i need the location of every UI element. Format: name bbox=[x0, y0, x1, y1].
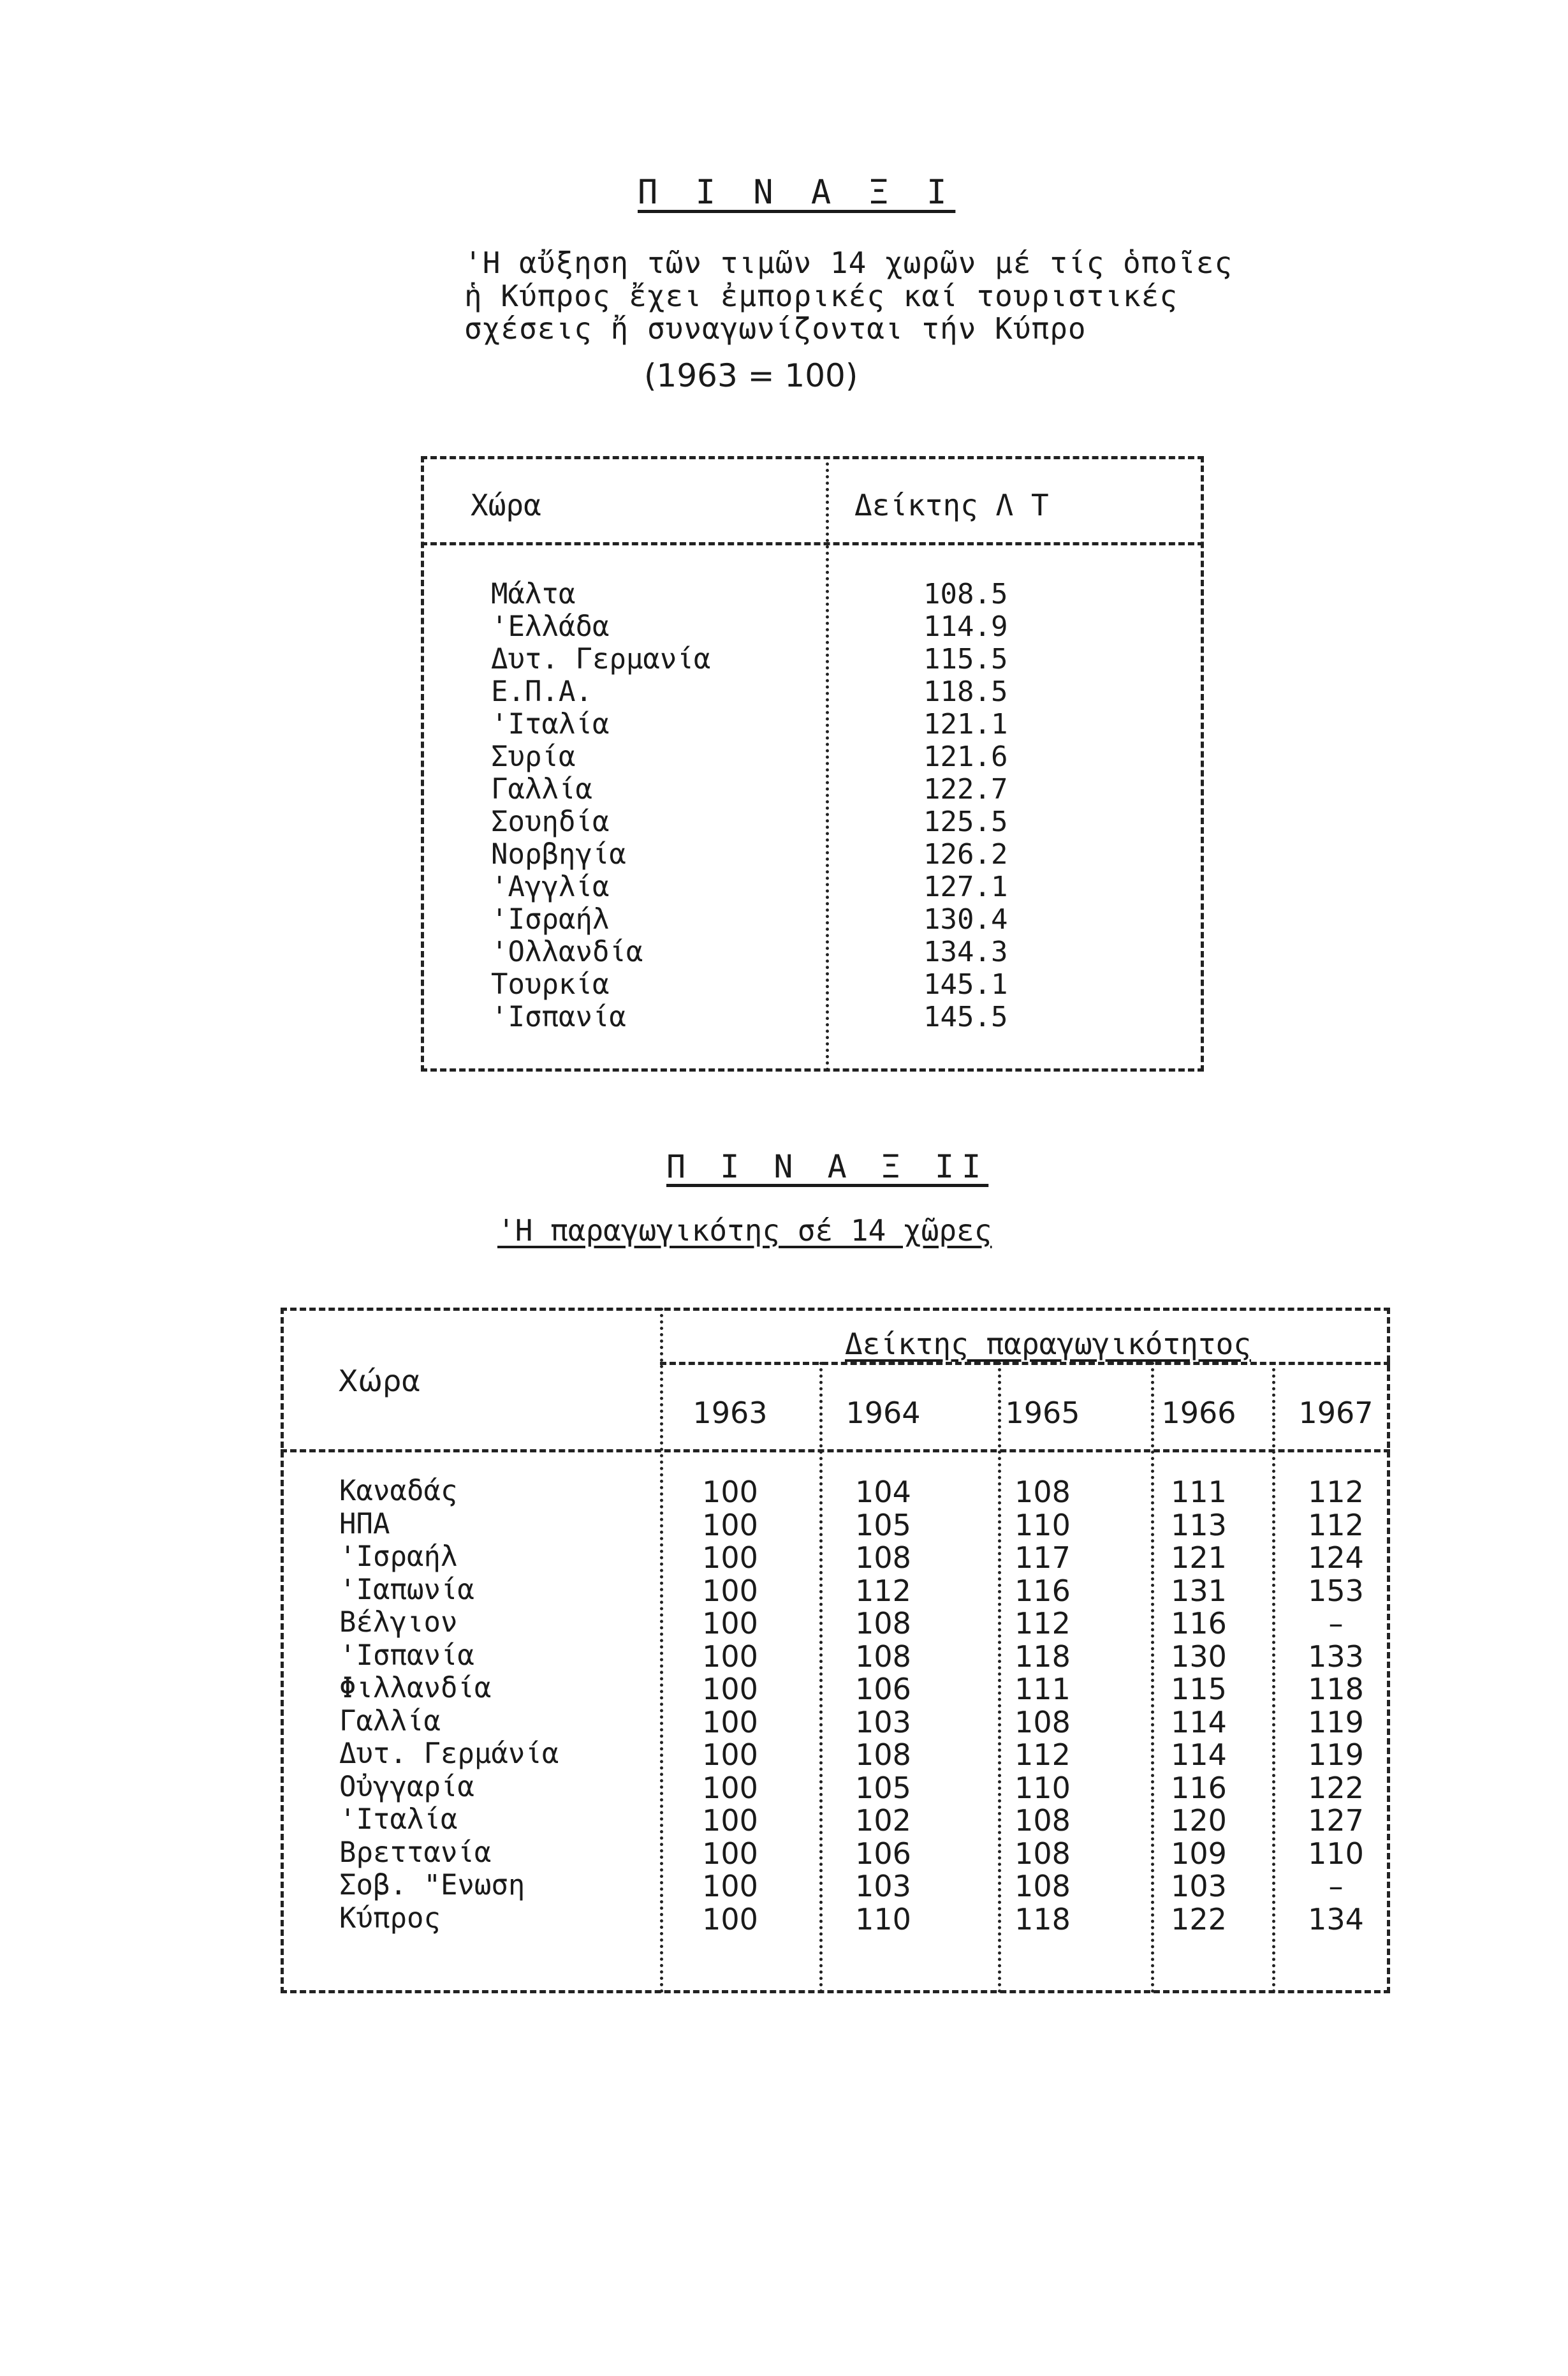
table2-value: 108 bbox=[855, 1738, 911, 1772]
table2-title: Π Ι Ν Α Ξ ΙΙ bbox=[666, 1148, 989, 1185]
table2-value: 118 bbox=[1015, 1902, 1071, 1937]
table2-country: Βρεττανία bbox=[339, 1836, 492, 1869]
table2-country: Βέλγιον bbox=[339, 1606, 458, 1639]
table1-country: Ε.Π.Α. bbox=[491, 675, 592, 708]
table2-value: 118 bbox=[1308, 1672, 1364, 1706]
table2-year: 1963 bbox=[692, 1396, 768, 1430]
table2-value: 109 bbox=[1171, 1836, 1227, 1871]
table1-value: 115.5 bbox=[923, 643, 1008, 675]
table1-value: 121.6 bbox=[923, 741, 1008, 773]
table1-country: Τουρκία bbox=[491, 968, 610, 1001]
table2-value: 112 bbox=[1015, 1606, 1071, 1641]
table2-country: Κύπρος bbox=[339, 1902, 441, 1935]
table2-value: – bbox=[1328, 1606, 1344, 1641]
table2-value: 117 bbox=[1015, 1540, 1071, 1575]
table2-value: 103 bbox=[855, 1705, 911, 1739]
table2-value: 100 bbox=[702, 1902, 758, 1937]
table2-value: 110 bbox=[1015, 1508, 1071, 1542]
table1-value: 145.5 bbox=[923, 1001, 1008, 1033]
table2-column-divider bbox=[819, 1362, 823, 1993]
table2-column-divider bbox=[660, 1308, 663, 1993]
table2-value: 100 bbox=[702, 1672, 758, 1706]
table2-value: 111 bbox=[1171, 1475, 1227, 1509]
table2-value: 111 bbox=[1015, 1672, 1071, 1706]
table2-value: 105 bbox=[855, 1508, 911, 1542]
table1-value: 130.4 bbox=[923, 903, 1008, 936]
table1-value: 127.1 bbox=[923, 871, 1008, 903]
table2-value: 100 bbox=[702, 1540, 758, 1575]
table2-value: 100 bbox=[702, 1639, 758, 1674]
table1-caption-line-1: 'Η αὔξηση τῶν τιμῶν 14 χωρῶν μέ τίς ὁποῖες bbox=[464, 246, 1233, 280]
table2-country: Φιλλανδία bbox=[339, 1672, 492, 1704]
table2-value: 114 bbox=[1171, 1705, 1227, 1739]
table2-value: 116 bbox=[1015, 1574, 1071, 1608]
table2-value: 106 bbox=[855, 1836, 911, 1871]
table1-country: Μάλτα bbox=[491, 578, 576, 610]
table2-country: 'Ισπανία bbox=[339, 1639, 474, 1672]
table1-country: Συρία bbox=[491, 741, 576, 773]
table2-caption: 'Η παραγωγικότης σέ 14 χῶρες bbox=[497, 1213, 992, 1248]
table1-value: 126.2 bbox=[923, 838, 1008, 871]
table2-value: 110 bbox=[1015, 1771, 1071, 1805]
table2-year: 1964 bbox=[846, 1396, 921, 1430]
table2-country: 'Ιαπωνία bbox=[339, 1574, 474, 1606]
table1-country: Σουηδία bbox=[491, 806, 610, 838]
table2-value: 134 bbox=[1308, 1902, 1364, 1937]
table2-country: 'Ισραήλ bbox=[339, 1540, 458, 1573]
table2-value: – bbox=[1328, 1869, 1344, 1903]
table2-header-rule-upper bbox=[660, 1362, 1390, 1365]
table2-country: Καναδάς bbox=[339, 1475, 458, 1507]
table2-value: 103 bbox=[1171, 1869, 1227, 1903]
table1-country: Γαλλία bbox=[491, 773, 592, 806]
table2-value: 110 bbox=[855, 1902, 911, 1937]
table2-value: 116 bbox=[1171, 1606, 1227, 1641]
table2-value: 116 bbox=[1171, 1771, 1227, 1805]
table1-header-country: Χώρα bbox=[471, 488, 541, 522]
table1-country: 'Ισπανία bbox=[491, 1001, 626, 1033]
table2-value: 118 bbox=[1015, 1639, 1071, 1674]
table2-value: 112 bbox=[855, 1574, 911, 1608]
table2-value: 100 bbox=[702, 1869, 758, 1903]
table2-value: 120 bbox=[1171, 1803, 1227, 1838]
table1-base-year: (1963 = 100) bbox=[644, 357, 858, 394]
table1-value: 108.5 bbox=[923, 578, 1008, 610]
table2-country: Σοβ. "Ενωση bbox=[339, 1869, 525, 1901]
table2-column-divider bbox=[1272, 1362, 1275, 1993]
table2-value: 112 bbox=[1308, 1475, 1364, 1509]
table2-value: 100 bbox=[702, 1606, 758, 1641]
table2-value: 122 bbox=[1171, 1902, 1227, 1937]
table2-year: 1965 bbox=[1005, 1396, 1080, 1430]
table2-value: 113 bbox=[1171, 1508, 1227, 1542]
table2-value: 100 bbox=[702, 1803, 758, 1838]
table2-value: 124 bbox=[1308, 1540, 1364, 1575]
table2-value: 108 bbox=[1015, 1869, 1071, 1903]
table1-country: 'Ολλανδία bbox=[491, 936, 643, 968]
table2-value: 127 bbox=[1308, 1803, 1364, 1838]
table1-value: 118.5 bbox=[923, 675, 1008, 708]
table2-value: 112 bbox=[1308, 1508, 1364, 1542]
table1-header-index: Δείκτης Λ Τ bbox=[854, 488, 1049, 522]
table2-country: Γαλλία bbox=[339, 1705, 441, 1738]
table2-value: 122 bbox=[1308, 1771, 1364, 1805]
table1-country: 'Ισραήλ bbox=[491, 903, 610, 936]
table1-country: 'Ελλάδα bbox=[491, 610, 610, 643]
table1-country: 'Αγγλία bbox=[491, 871, 610, 903]
table2-value: 131 bbox=[1171, 1574, 1227, 1608]
table2-value: 100 bbox=[702, 1836, 758, 1871]
table2-value: 102 bbox=[855, 1803, 911, 1838]
table2-value: 108 bbox=[855, 1540, 911, 1575]
table2-value: 115 bbox=[1171, 1672, 1227, 1706]
table1-value: 121.1 bbox=[923, 708, 1008, 741]
table2-value: 100 bbox=[702, 1738, 758, 1772]
table2-value: 112 bbox=[1015, 1738, 1071, 1772]
table1-title: Π Ι Ν Α Ξ Ι bbox=[638, 173, 956, 212]
table1-value: 122.7 bbox=[923, 773, 1008, 806]
table2-value: 105 bbox=[855, 1771, 911, 1805]
table1-value: 114.9 bbox=[923, 610, 1008, 643]
table2-value: 133 bbox=[1308, 1639, 1364, 1674]
table2-year: 1967 bbox=[1298, 1396, 1374, 1430]
table2-header-rule-lower bbox=[281, 1449, 1390, 1452]
table1-header-rule bbox=[421, 542, 1204, 545]
table2-header-index: Δείκτης παραγωγικότητος bbox=[845, 1327, 1251, 1361]
table2-value: 119 bbox=[1308, 1738, 1364, 1772]
table2-country: ΗΠΑ bbox=[339, 1508, 390, 1540]
table1-column-divider bbox=[826, 456, 829, 1072]
table2-value: 100 bbox=[702, 1705, 758, 1739]
table2-value: 104 bbox=[855, 1475, 911, 1509]
table2-value: 119 bbox=[1308, 1705, 1364, 1739]
table2-value: 100 bbox=[702, 1475, 758, 1509]
table1-value: 125.5 bbox=[923, 806, 1008, 838]
table2-value: 130 bbox=[1171, 1639, 1227, 1674]
table2-country: 'Ιταλία bbox=[339, 1803, 458, 1836]
table2-value: 110 bbox=[1308, 1836, 1364, 1871]
table1-value: 145.1 bbox=[923, 968, 1008, 1001]
table2-value: 114 bbox=[1171, 1738, 1227, 1772]
table1-country: Νορβηγία bbox=[491, 838, 626, 871]
table1-caption-line-3: σχέσεις ἤ συναγωνίζονται τήν Κύπρο bbox=[464, 311, 1087, 346]
table2-value: 100 bbox=[702, 1508, 758, 1542]
table2-value: 108 bbox=[1015, 1836, 1071, 1871]
table1-country: 'Ιταλία bbox=[491, 708, 610, 741]
table1-caption-line-2: ἡ Κύπρος ἔχει ἐμπορικές καί τουριστικές bbox=[464, 279, 1178, 313]
table2-value: 108 bbox=[1015, 1475, 1071, 1509]
table2-value: 106 bbox=[855, 1672, 911, 1706]
table2-header-country: Χώρα bbox=[338, 1364, 421, 1398]
table2-value: 108 bbox=[1015, 1803, 1071, 1838]
table2-value: 108 bbox=[855, 1639, 911, 1674]
table1-value: 134.3 bbox=[923, 936, 1008, 968]
table2-value: 103 bbox=[855, 1869, 911, 1903]
table2-value: 153 bbox=[1308, 1574, 1364, 1608]
table2-value: 108 bbox=[855, 1606, 911, 1641]
table2-value: 108 bbox=[1015, 1705, 1071, 1739]
table2-year: 1966 bbox=[1161, 1396, 1236, 1430]
table2-country: Οὐγγαρία bbox=[339, 1771, 474, 1803]
table1-country: Δυτ. Γερμανία bbox=[491, 643, 711, 675]
table2-value: 100 bbox=[702, 1574, 758, 1608]
table2-value: 121 bbox=[1171, 1540, 1227, 1575]
table2-country: Δυτ. Γερμάνία bbox=[339, 1738, 559, 1770]
table2-value: 100 bbox=[702, 1771, 758, 1805]
